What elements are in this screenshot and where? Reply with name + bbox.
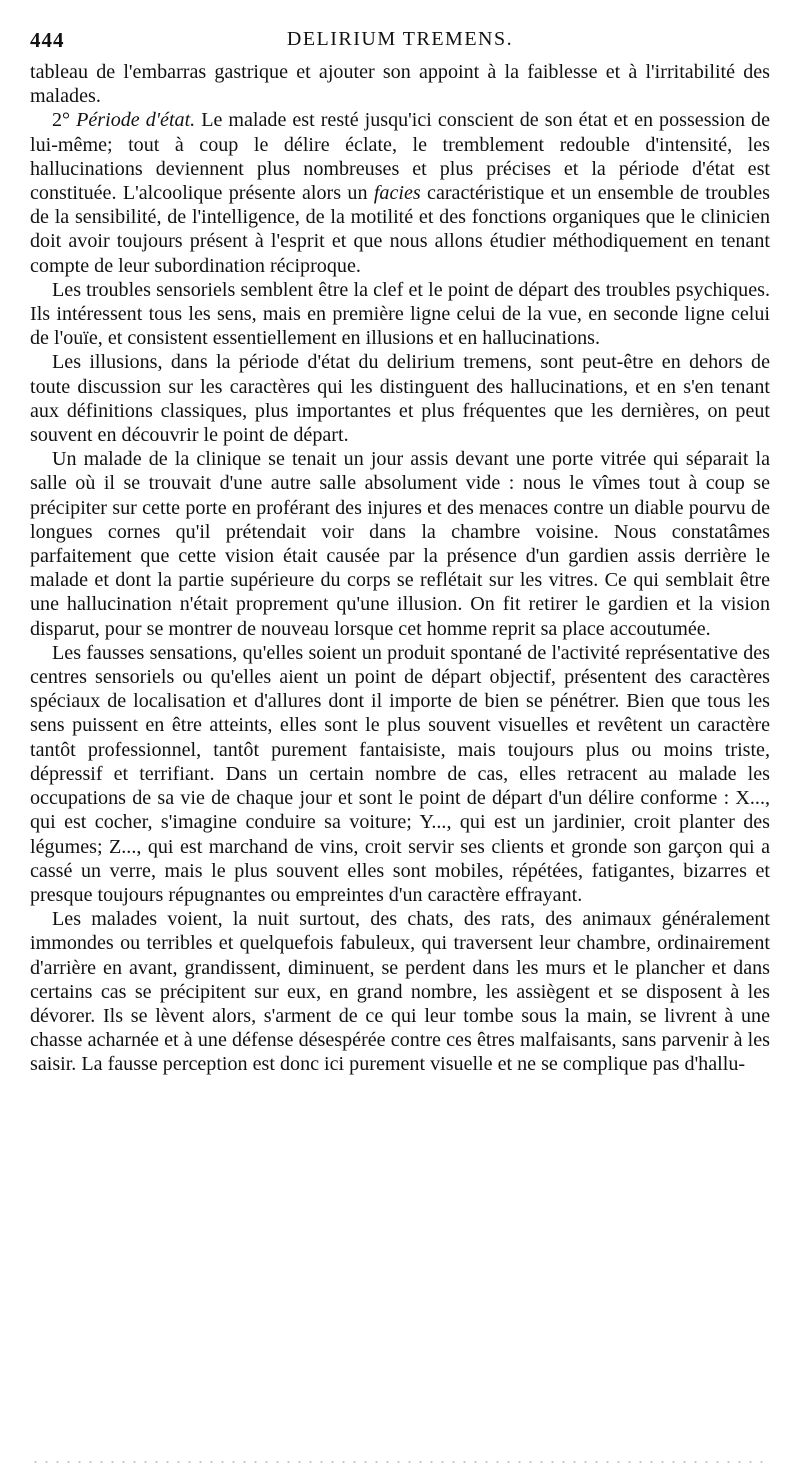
paragraph-clinical-case: Un malade de la clinique se tenait un jour assis devant une porte vitrée qui séparait la salle où il se trouvait d'une autre salle absolument vide : nous le vîmes tout à coup se précipiter sur cette porte en proférant des injures et des menaces contre un diable pourvu de longues cornes qu'il prétendait voir dans la chambre voisine. Nous constatâmes parfaitement que cette vision était causée par la présence d'un gardien assis derrière le malade et dont la partie supérieure du corps se reflétait sur les vitres. Ce qui semblait être une hallucination n'était proprement qu'une illusion. On fit retirer le gardien et la vision disparut, pour se montrer de nouveau lorsque cet homme reprit sa place accoutumée. bbox=[30, 448, 770, 640]
section-heading: Période d'état. bbox=[76, 109, 196, 132]
paragraph-continued: tableau de l'embarras gastrique et ajouter son appoint à la faiblesse et à l'irritabilité des malades. bbox=[30, 61, 770, 108]
paragraph-text: caractéristique et un ensemble de troubles de la sensibilité, de l'intelligence, de la motilité et des fonctions organiques que le clinicien doit avoir toujours présent à l'esprit et que nous allons étudier méthodiquement en tenant compte de leur subordination réciproque. bbox=[30, 182, 770, 277]
page-number: 444 bbox=[30, 28, 65, 52]
paragraph-periode-etat bbox=[30, 108, 770, 277]
paragraph-troubles-sensoriels: Les troubles sensoriels semblent être la clef et le point de départ des troubles psychiques. Ils intéressent tous les sens, mais en première ligne celui de la vue, en seconde ligne celui de l'ouïe, et consistent essentiellement en illusions et en hallucinations. bbox=[30, 278, 770, 350]
paragraph-text: Le malade est resté jusqu'ici conscient de son état et en possession de lui-même; tout à coup le délire éclate, le tremblement redouble d'intensité, les hallucinations deviennent plus nombreuses et plus précises et la période d'état est constituée. L'alcoolique présente alors un bbox=[30, 109, 770, 205]
running-title: DELIRIUM TREMENS. bbox=[286, 28, 514, 50]
body-text bbox=[30, 60, 770, 1077]
paragraph-fausses-sensations: Les fausses sensations, qu'elles soient un produit spontané de l'activité représentative des centres sensoriels ou qu'elles aient un point de départ objectif, présentent des caractères spéciaux de localisation et d'allures dont il importe de bien se pénétrer. Bien que tous les sens puissent en être atteints, elles sont le plus souvent visuelles et revêtent un caractère tantôt professionnel, tantôt purement fantaisiste, mais toujours plus ou moins triste, dépressif et terrifiant. Dans un certain nombre de cas, elles retracent au malade les occupations de sa vie de chaque jour et sont le point de départ d'un délire conforme : X..., qui est cocher, s'imagine conduire sa voiture; Y..., qui est un jardinier, croit planter des légumes; Z..., qui est marchand de vins, croit servir ses clients et gronde son garçon qui a cassé un verre, mais le plus souvent elles sont mobiles, répétées, fatigantes, bizarres et presque toujours répugnantes ou empreintes d'un caractère effrayant. bbox=[30, 641, 770, 906]
page-header bbox=[30, 28, 770, 54]
section-number: 2° bbox=[52, 109, 71, 132]
paragraph-illusions: Les illusions, dans la période d'état du delirium tremens, sont peut-être en dehors de toute discussion sur les caractères qui les distinguent des hallucinations, et en s'en tenant aux définitions classiques, plus importantes et plus fréquentes que les dernières, on peut souvent en découvrir le point de départ. bbox=[30, 351, 770, 447]
bleed-through-artifact bbox=[30, 1455, 770, 1469]
italic-term-facies: facies bbox=[373, 182, 421, 205]
paragraph-malades-voient: Les malades voient, la nuit surtout, des chats, des rats, des animaux généralement immondes ou terribles et quelquefois fabuleux, qui traversent leur chambre, ordinairement d'arrière en avant, grandissent, diminuent, se perdent dans les murs et le plancher et dans certains cas se précipitent sur eux, en grand nombre, les assiègent et se disposent à les dévorer. Ils se lèvent alors, s'arment de ce qui leur tombe sous la main, se livrent à une chasse acharnée et à une défense désespérée contre ces êtres malfaisants, sans parvenir à les saisir. La fausse perception est donc ici purement visuelle et ne se complique pas d'hallu- bbox=[30, 908, 770, 1076]
